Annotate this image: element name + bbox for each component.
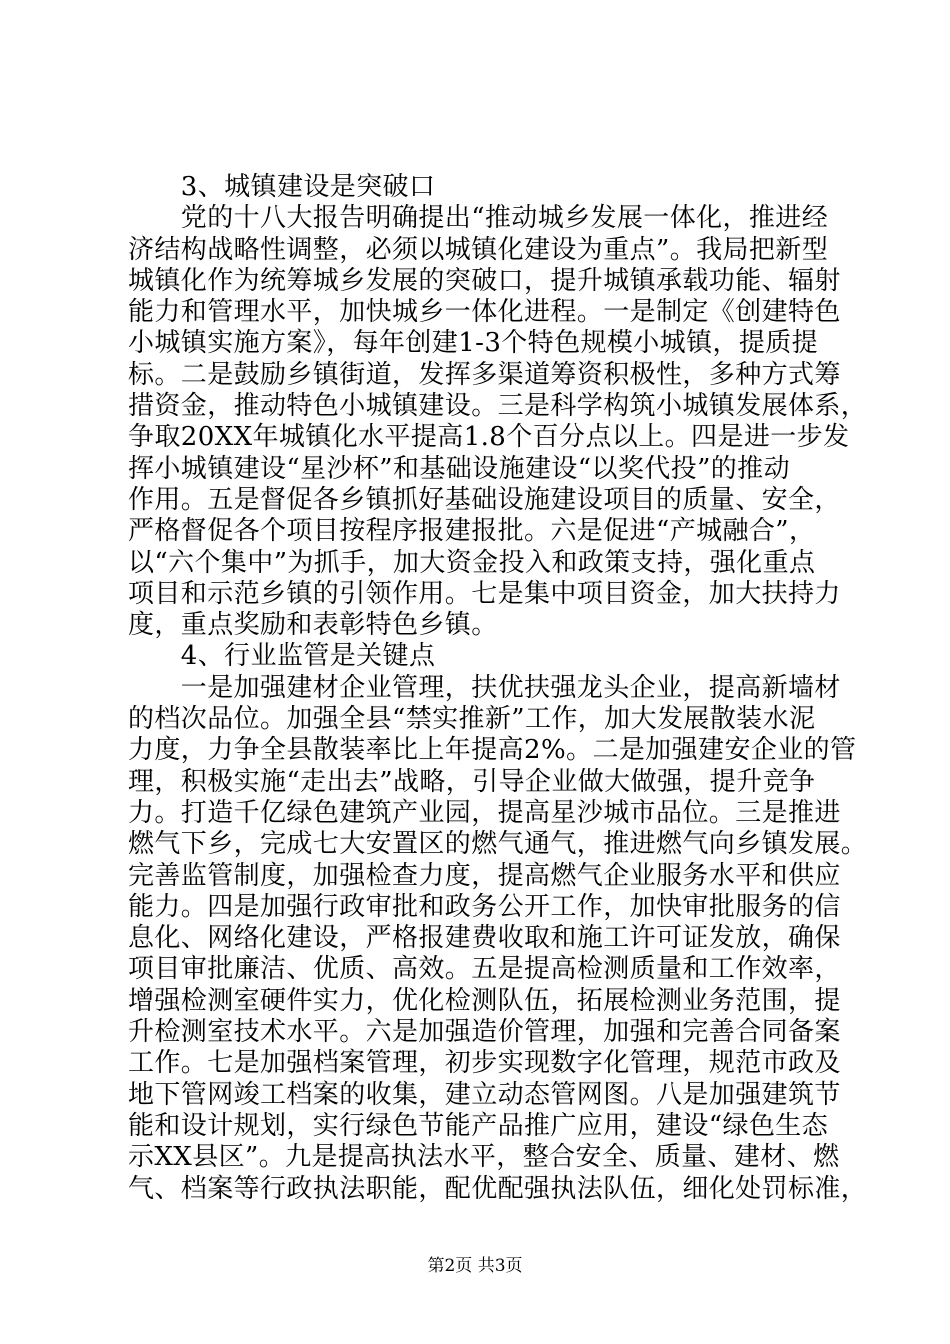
text-line: 济结构战略性调整，必须以城镇化建设为重点”。我局把新型 bbox=[128, 234, 829, 265]
text-line: 度，重点奖励和表彰特色乡镇。 bbox=[128, 610, 498, 641]
text-line: 措资金，推动特色小城镇建设。三是科学构筑小城镇发展体系， bbox=[128, 391, 868, 422]
text-line: 3、城镇建设是突破口 bbox=[128, 172, 436, 202]
text-line: 完善监管制度，加强检查力度，提高燃气企业服务水平和供应 bbox=[128, 860, 841, 891]
text-line: 示XX县区”。九是提高执法水平，整合安全、质量、建材、燃 bbox=[128, 1142, 840, 1173]
text-line: 项目和示范乡镇的引领作用。七是集中项目资金，加大扶持力 bbox=[128, 578, 841, 609]
text-line: 以“六个集中”为抓手，加大资金投入和政策支持，强化重点 bbox=[128, 547, 816, 578]
text-line: 气、档案等行政执法职能，配优配强执法队伍，细化处罚标准， bbox=[128, 1173, 868, 1204]
text-line: 工作。七是加强档案管理，初步实现数字化管理，规范市政及 bbox=[128, 1048, 841, 1079]
document-body bbox=[128, 172, 868, 1205]
text-line: 升检测室技术水平。六是加强造价管理，加强和完善合同备案 bbox=[128, 1017, 841, 1048]
text-line: 作用。五是督促各乡镇抓好基础设施建设项目的质量、安全， bbox=[128, 484, 841, 515]
text-line: 标。二是鼓励乡镇街道，发挥多渠道筹资积极性，多种方式筹 bbox=[128, 359, 841, 390]
text-line: 能力和管理水平，加快城乡一体化进程。一是制定《创建特色 bbox=[128, 297, 841, 328]
text-line: 一是加强建材企业管理，扶优扶强龙头企业，提高新墙材 bbox=[128, 672, 841, 703]
text-line: 增强检测室硬件实力，优化检测队伍，拓展检测业务范围，提 bbox=[128, 985, 841, 1016]
text-line: 能力。四是加强行政审批和政务公开工作，加快审批服务的信 bbox=[128, 891, 841, 922]
text-line: 理，积极实施“走出去”战略，引导企业做大做强，提升竞争 bbox=[128, 766, 816, 797]
text-line: 力度，力争全县散装率比上年提高2%。二是加强建安企业的管 bbox=[128, 735, 857, 766]
text-line: 挥小城镇建设“星沙杯”和基础设施建设“以奖代投”的推动 bbox=[128, 453, 790, 484]
text-line: 4、行业监管是关键点 bbox=[128, 641, 436, 672]
text-line: 严格督促各个项目按程序报建报批。六是促进“产城融合”， bbox=[128, 516, 816, 547]
text-line: 党的十八大报告明确提出“推动城乡发展一体化，推进经 bbox=[128, 203, 829, 234]
text-line: 燃气下乡，完成七大安置区的燃气通气，推进燃气向乡镇发展。 bbox=[128, 829, 868, 860]
text-line: 项目审批廉洁、优质、高效。五是提高检测质量和工作效率， bbox=[128, 954, 841, 985]
text-line: 的档次品位。加强全县“禁实推新”工作，加大发展散装水泥 bbox=[128, 704, 816, 735]
text-line: 地下管网竣工档案的收集，建立动态管网图。八是加强建筑节 bbox=[128, 1079, 841, 1110]
text-line: 能和设计规划，实行绿色节能产品推广应用，建设“绿色生态 bbox=[128, 1110, 829, 1141]
text-line: 息化、网络化建设，严格报建费收取和施工许可证发放，确保 bbox=[128, 923, 841, 954]
text-line: 力。打造千亿绿色建筑产业园，提高星沙城市品位。三是推进 bbox=[128, 797, 841, 828]
text-line: 争取20XX年城镇化水平提高1.8个百分点以上。四是进一步发 bbox=[128, 422, 850, 453]
page-footer: 第2页 共3页 bbox=[427, 1256, 523, 1276]
text-line: 小城镇实施方案》，每年创建1-3个特色规模小城镇，提质提 bbox=[128, 328, 819, 359]
text-line: 城镇化作为统筹城乡发展的突破口，提升城镇承载功能、辐射 bbox=[128, 265, 841, 296]
